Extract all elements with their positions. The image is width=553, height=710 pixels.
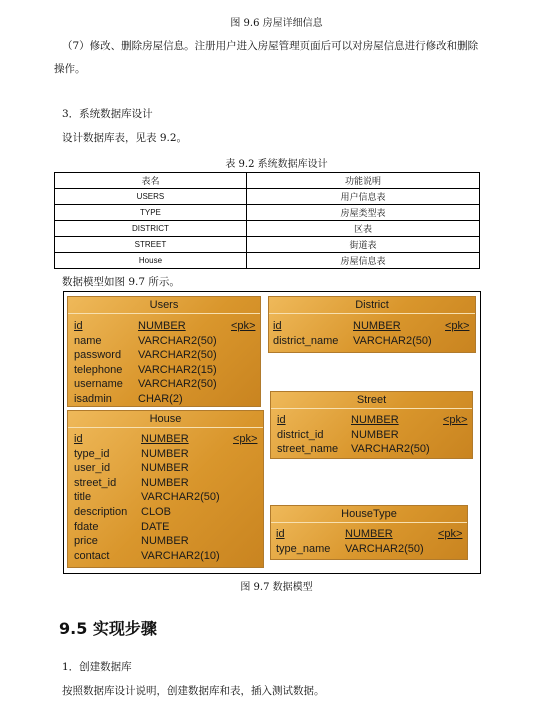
pk-marker: <pk> (233, 433, 258, 445)
column-type: NUMBER (141, 476, 189, 489)
entity-column-row (68, 348, 260, 363)
table-header-cell: 功能说明 (246, 173, 479, 189)
column-type: VARCHAR2(15) (138, 363, 217, 376)
entity-column-row (68, 476, 263, 491)
step-1-text: 按照数据库设计说明，创建数据库和表，插入测试数据。 (62, 685, 325, 697)
column-type: CLOB (141, 505, 171, 518)
column-type: NUMBER (141, 462, 189, 475)
column-name: id (74, 320, 83, 332)
table-header-row (55, 173, 480, 189)
entity-column-row (68, 432, 263, 447)
table-cell: 区表 (246, 221, 479, 237)
column-name: password (74, 349, 122, 362)
column-name: street_id (74, 476, 117, 489)
column-type: NUMBER (351, 414, 399, 426)
entity-column-row (68, 490, 263, 505)
column-type: NUMBER (141, 535, 189, 548)
entity-title: HouseType (271, 506, 467, 523)
entity-column-row (68, 447, 263, 462)
entity-column-row (271, 542, 467, 557)
entity-title: House (68, 411, 263, 428)
table-cell: USERS (55, 189, 247, 205)
column-type: NUMBER (141, 433, 189, 445)
step-1-heading: 1．创建数据库 (62, 661, 132, 673)
column-type: VARCHAR2(50) (138, 349, 217, 362)
entity-users (67, 296, 261, 407)
entity-title: Users (68, 297, 260, 314)
table-row (55, 221, 480, 237)
figure-caption-9-6: 图 9.6 房屋详细信息 (230, 18, 323, 29)
table-cell: 房屋类型表 (246, 205, 479, 221)
entity-title: Street (271, 392, 472, 409)
table-header-cell: 表名 (55, 173, 247, 189)
table-row (55, 205, 480, 221)
column-name: id (74, 433, 83, 445)
column-name: district_name (273, 334, 339, 347)
entity-column-row (68, 363, 260, 378)
table-caption: 表 9.2 系统数据库设计 (225, 159, 328, 170)
entity-column-row (68, 505, 263, 520)
column-type: VARCHAR2(50) (351, 443, 430, 456)
column-type: VARCHAR2(50) (353, 334, 432, 347)
table-cell: 用户信息表 (246, 189, 479, 205)
column-type: VARCHAR2(10) (141, 549, 220, 562)
table-cell: House (55, 253, 247, 269)
column-type: VARCHAR2(50) (138, 378, 217, 391)
pk-marker: <pk> (443, 414, 468, 426)
column-name: name (74, 334, 102, 347)
table-cell: 房屋信息表 (246, 253, 479, 269)
table-cell: TYPE (55, 205, 247, 221)
entity-street (270, 391, 473, 459)
column-type: VARCHAR2(50) (141, 491, 220, 504)
entity-column-row (271, 413, 472, 428)
table-row (55, 237, 480, 253)
column-name: user_id (74, 462, 111, 475)
model-intro: 数据模型如图 9.7 所示。 (62, 276, 180, 288)
figure-caption-9-7: 图 9.7 数据模型 (240, 582, 313, 593)
entity-house (67, 410, 264, 568)
entity-column-row (68, 549, 263, 564)
table-cell: STREET (55, 237, 247, 253)
column-name: id (276, 528, 285, 540)
entity-column-row (269, 319, 475, 334)
entity-housetype (270, 505, 468, 560)
column-type: NUMBER (345, 528, 393, 540)
entity-column-row (68, 534, 263, 549)
entity-column-row (269, 334, 475, 349)
column-name: fdate (74, 520, 99, 533)
column-name: id (273, 320, 282, 332)
table-cell: DISTRICT (55, 221, 247, 237)
column-name: id (277, 414, 286, 426)
entity-column-row (271, 442, 472, 457)
table-row (55, 253, 480, 269)
column-type: NUMBER (141, 447, 189, 460)
column-type: VARCHAR2(50) (138, 334, 217, 347)
column-name: price (74, 535, 98, 548)
column-type: NUMBER (351, 428, 399, 441)
entity-title: District (269, 297, 475, 314)
database-table (54, 172, 480, 269)
column-type: CHAR(2) (138, 392, 183, 405)
pk-marker: <pk> (438, 528, 463, 540)
paragraph-7: （7）修改、删除房屋信息。注册用户进入房屋管理页面后可以对房屋信息进行修改和删除 (62, 40, 479, 52)
column-name: type_name (276, 542, 331, 555)
section-heading: 9.5 实现步骤 (59, 619, 157, 638)
pk-marker: <pk> (231, 320, 256, 332)
column-name: street_name (277, 443, 339, 456)
entity-column-row (271, 428, 472, 443)
column-name: description (74, 505, 128, 518)
column-name: isadmin (74, 392, 112, 405)
section-3-heading: 3．系统数据库设计 (62, 108, 153, 120)
entity-column-row (68, 392, 260, 407)
column-type: DATE (141, 520, 170, 533)
entity-column-row (68, 319, 260, 334)
data-model-diagram (63, 291, 481, 574)
column-name: type_id (74, 447, 110, 460)
paragraph-7-continuation: 操作。 (54, 63, 86, 75)
entity-column-row (68, 334, 260, 349)
column-type: VARCHAR2(50) (345, 542, 424, 555)
column-name: username (74, 378, 123, 391)
table-cell: 街道表 (246, 237, 479, 253)
entity-column-row (68, 520, 263, 535)
entity-column-row (271, 527, 467, 542)
column-type: NUMBER (353, 320, 401, 332)
entity-column-row (68, 377, 260, 392)
column-name: telephone (74, 363, 123, 376)
table-row (55, 189, 480, 205)
entity-district (268, 296, 476, 353)
column-name: district_id (277, 428, 324, 441)
column-name: contact (74, 549, 110, 562)
entity-column-row (68, 461, 263, 476)
column-name: title (74, 491, 92, 504)
section-3-text: 设计数据库表，见表 9.2。 (62, 132, 188, 144)
column-type: NUMBER (138, 320, 186, 332)
pk-marker: <pk> (445, 320, 470, 332)
